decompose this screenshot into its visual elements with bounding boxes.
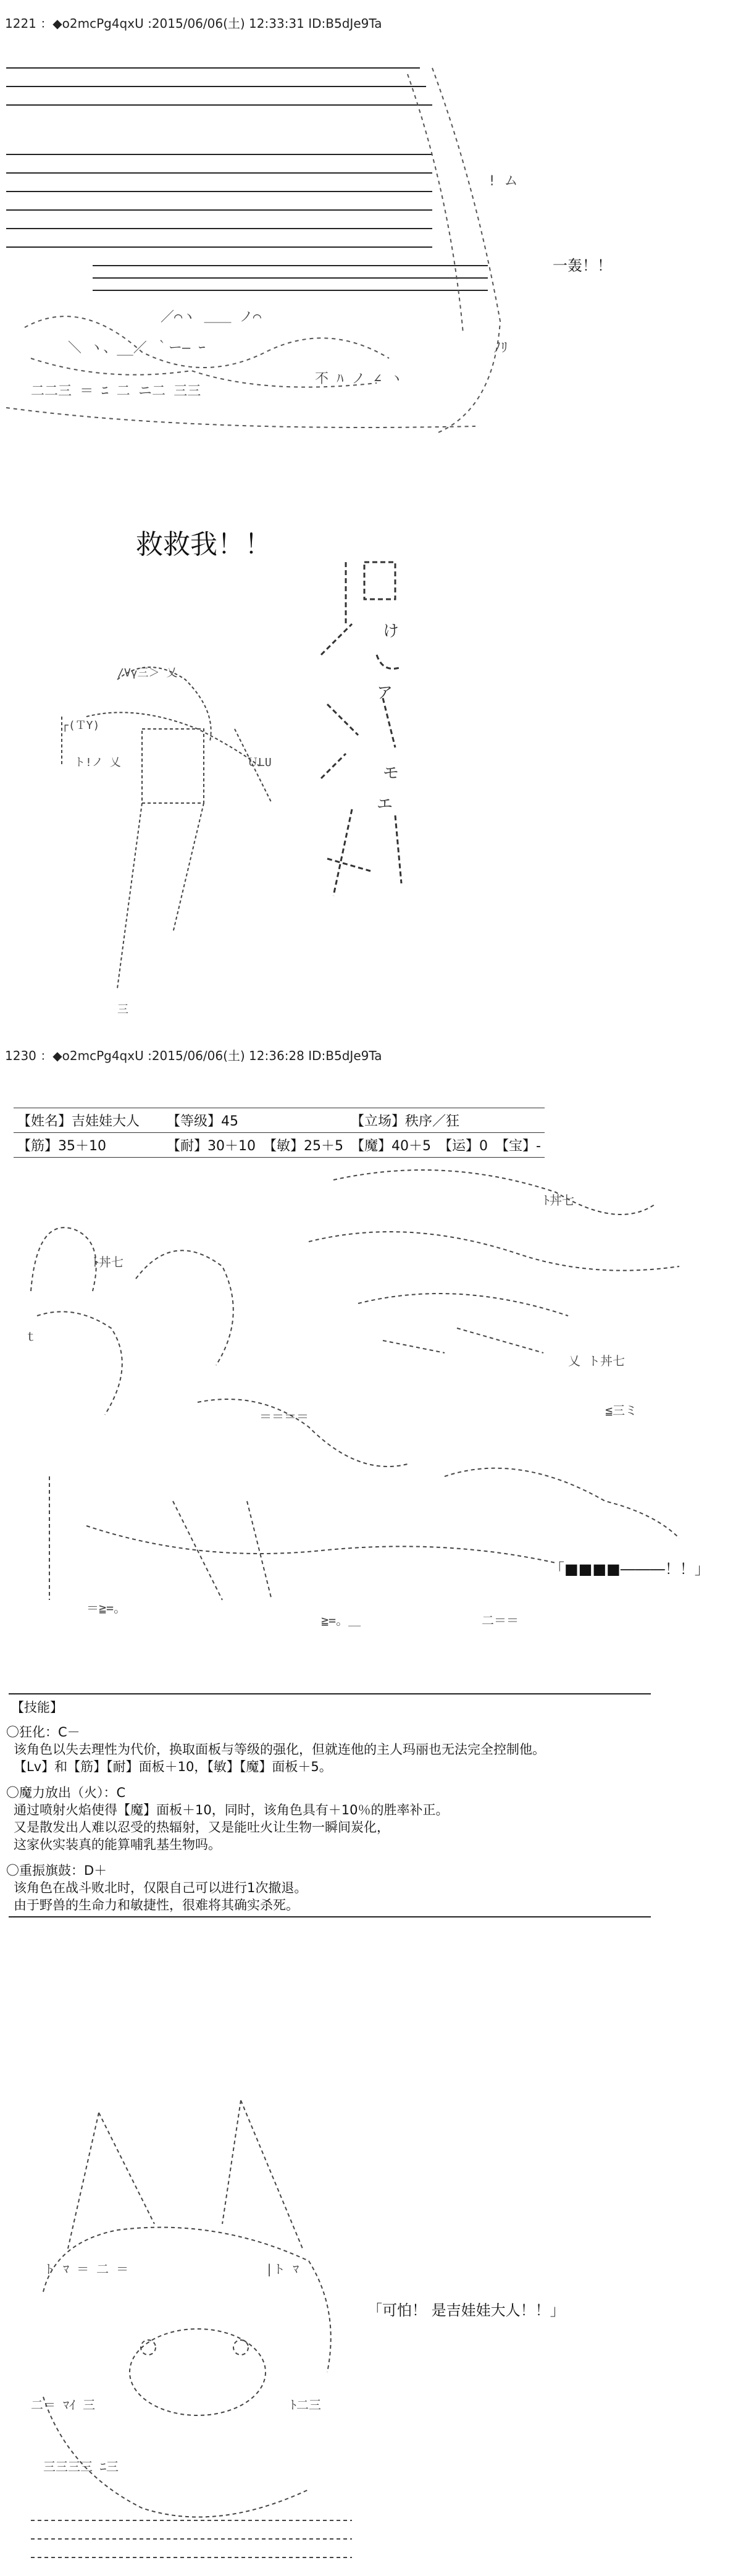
roar-text: 「■■■■―――！！」 (550, 1560, 710, 1578)
svg-text:＝≧=。: ＝≧=。 (86, 1601, 127, 1615)
skills-rule-top (9, 1693, 651, 1694)
skill-name: 〇魔力放出（火）：C (6, 1785, 126, 1800)
svg-text:ト ﾏ ＝ 二 ＝: ト ﾏ ＝ 二 ＝ (43, 2262, 129, 2276)
svg-text:ア: ア (377, 684, 393, 702)
fear-text: 「可怕！ 是吉娃娃大人！！」 (367, 2302, 565, 2319)
svg-text:／⌒ヽ ＿＿ ノ⌒: ／⌒ヽ ＿＿ ノ⌒ (161, 309, 261, 325)
svg-text:|ト ﾏ: |ト ﾏ (266, 2262, 299, 2276)
status-cell-con: 【耐】30＋10 (163, 1133, 259, 1158)
status-cell-name: 【姓名】吉娃娃大人 (14, 1108, 163, 1133)
cat-character-svg (19, 2088, 364, 2570)
svg-text:≦三ミ: ≦三ミ (605, 1403, 638, 1418)
svg-text:二二三 ＝ ﾆ 二 ニ二 三三: 二二三 ＝ ﾆ 二 ニ二 三三 (31, 384, 201, 399)
svg-text:＝＝＝＝: ＝＝＝＝ (259, 1409, 309, 1424)
svg-text:二＝＝: 二＝＝ (482, 1613, 519, 1628)
svg-text:三: 三 (117, 1003, 128, 1013)
cry-text: 救救我！！ (136, 529, 272, 560)
status-cell-str: 【筋】35＋10 (14, 1133, 163, 1158)
svg-text:! ム: ! ム (488, 174, 518, 189)
skill-name: 〇狂化：C－ (6, 1725, 80, 1740)
skill-entry (6, 1784, 636, 1853)
status-row (14, 1108, 545, 1133)
svg-text:＼ ヽ、__／ ｀ー― ｰ: ＼ ヽ、__／ ｀ー― ｰ (68, 340, 206, 356)
skill-desc: 该角色在战斗败北时，仅限自己可以进行1次撤退。 由于野兽的生命力和敏捷性，很难将其确实杀死。 (14, 1880, 308, 1913)
skills-title: 【技能】 (11, 1700, 63, 1715)
post-header: 1230 ：◆o2mcPg4qxU :2015/06/06(土) 12:36:28 ID:B5dJe9Ta (5, 1048, 382, 1063)
grabbed-character-art (49, 642, 309, 1013)
svg-text:/Vγ三＞ 乂: /Vγ三＞ 乂 (117, 667, 178, 680)
svg-text:不 ﾊ ノ ∠ ヽ: 不 ﾊ ノ ∠ ヽ (315, 371, 404, 387)
status-row (14, 1133, 545, 1158)
skill-name: 〇重振旗鼓：D＋ (6, 1863, 107, 1878)
status-cell-luck: 【运】0 (435, 1133, 492, 1158)
skill-desc: 通过喷射火焰使得【魔】面板＋10，同时，该角色具有＋10％的胜率补正。 又是散发出人难以忍受的热辐射，又是能吐火让生物一瞬间炭化， 这家伙实装真的能算哺乳基生物吗。 (14, 1803, 449, 1852)
status-cell-np: 【宝】- (492, 1133, 545, 1158)
status-cell-agi: 【敏】25＋5 (259, 1133, 347, 1158)
status-cell-alignment: 【立场】秩序／狂 (347, 1108, 545, 1133)
status-table (14, 1108, 545, 1158)
svg-text:ﾄ二三: ﾄ二三 (290, 2397, 321, 2412)
status-cell-level: 【等级】45 (163, 1108, 347, 1133)
speed-lines-svg (6, 62, 537, 457)
svg-text:け: け (383, 622, 400, 641)
svg-text:≧=。＿: ≧=。＿ (321, 1613, 361, 1628)
skill-entry (6, 1862, 636, 1914)
skill-entry (6, 1724, 636, 1775)
kanji-art-svg (309, 550, 432, 902)
svg-text:ﾉﾘ: ﾉﾘ (494, 340, 508, 356)
speed-lines-art (6, 62, 537, 457)
svg-text:┌(ＴY): ┌(ＴY) (62, 719, 100, 732)
svg-text:ＵLU: ＵLU (247, 756, 272, 769)
kanji-art (309, 550, 432, 902)
svg-text:ﾄ丼七: ﾄ丼七 (543, 1193, 574, 1208)
status-cell-mag: 【魔】40＋5 (347, 1133, 435, 1158)
svg-text:二＝ ﾏｲ 三: 二＝ ﾏｲ 三 (31, 2397, 96, 2412)
shout-text: 一轰！！ (553, 257, 612, 274)
skills-list (6, 1724, 636, 1922)
grabbed-character-svg (49, 642, 309, 1013)
svg-text:ト!ノ 乂: ト!ノ 乂 (74, 756, 121, 769)
svg-text:乂 ト丼七: 乂 ト丼七 (568, 1353, 626, 1368)
skill-desc: 该角色以失去理性为代价，换取面板与等级的强化，但就连他的主人玛丽也无法完全控制他。 【Lv】和【筋】【耐】面板＋10，【敏】【魔】面板＋5。 (14, 1742, 545, 1774)
svg-text:ｔ: ｔ (25, 1329, 37, 1344)
post-header: 1221 ：◆o2mcPg4qxU :2015/06/06(土) 12:33:31 ID:B5dJe9Ta (5, 16, 382, 31)
cat-character-art (19, 2088, 364, 2570)
svg-text:ﾄ丼七: ﾄ丼七 (93, 1255, 124, 1269)
svg-text:三三三三 ﾆ三: 三三三三 ﾆ三 (43, 2459, 119, 2474)
svg-text:モ: モ (383, 764, 400, 783)
svg-text:エ: エ (377, 795, 393, 814)
